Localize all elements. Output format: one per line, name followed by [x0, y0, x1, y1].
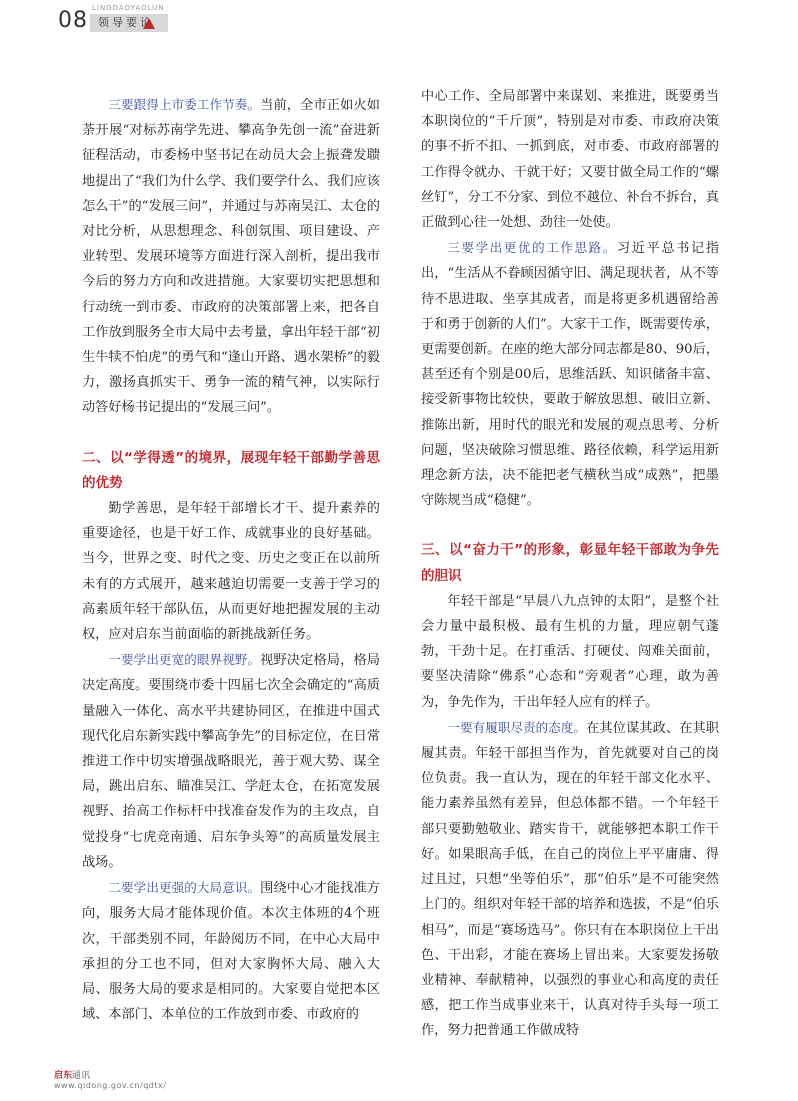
paragraph-text: 在其位谋其政、在其职履其责。年轻干部担当作为，首先就要对自己的岗位负责。我一直认为，现在的年轻干部文化水平、能力素养虽然有差异，但总体都不错。一个年轻干部只要勤勉敬业、踏实肯干，就能够把本职工作干好。如果眼高手低，在自己的岗位上平平庸庸、得过且过，只想“坐等伯乐”，那“伯乐”是不可能突然上门的。组织对年轻干部的培养和选拔，不是“伯乐相马”，而是“赛场选马”。你只有在本职岗位上干出色、干出彩，才能在赛场上冒出来。大家要发扬敬业精神、奉献精神，以强烈的事业心和高度的责任感，把工作当成事业来干，认真对待手头每一项工作，努力把普通工作做成特	[421, 720, 719, 1039]
paragraph	[421, 715, 719, 1044]
page-footer	[54, 1068, 454, 1090]
magazine-name	[54, 1068, 454, 1081]
section-heading: 二、以“学得透”的境界，展现年轻干部勤学善思的优势	[82, 449, 380, 491]
paragraph	[82, 875, 380, 1027]
paragraph	[82, 647, 380, 875]
section-pinyin: LINGDAOYAOLUN	[92, 4, 165, 12]
paragraph-lead: 二要学出更强的大局意识。	[108, 880, 261, 896]
page-header	[0, 0, 798, 60]
paragraph-lead: 三要跟得上市委工作节奏。	[108, 97, 261, 112]
paragraph-text: 当前，全市正如火如荼开展“对标苏南学先进、攀高争先创一流”奋进新征程活动，市委杨中坚书记在动员大会上振聋发聩地提出了“我们为什么学、我们要学什么、我们应该怎么干”的“发展三问”，并通过与苏南吴江、太仓的对比分析，从思想理念、科创氛围、项目建设、产业转型、发展环境等方面进行深入剖析，提出我市今后的努力方向和改进措施。大家要切实把思想和行动统一到市委、市政府的决策部署上来，把各自工作放到服务全市大局中去考量，拿出年轻干部“初生牛犊不怕虎”的勇气和“逢山开路、遇水架桥”的毅力，激扬真抓实干、勇争一流的精气神，以实际行动答好杨书记提出的“发展三问”。	[82, 98, 380, 416]
paragraph-text: 围绕中心才能找准方向，服务大局才能体现价值。本次主体班的4个班次，干部类别不同，年龄阅历不同，在中心大局中承担的分工也不同，但对大家胸怀大局、融入大局、服务大局的要求是相同的。大家要自觉把本区域、本部门、本单位的工作放到市委、市政府的	[82, 881, 380, 1023]
magazine-name-a: 启东	[54, 1071, 73, 1081]
paragraph: 年轻干部是“早晨八九点钟的太阳”，是整个社会力量中最积极、最有生机的力量，理应朝气蓬勃，干劲十足。在打重活、打硬仗、闯难关面前，要坚决清除“佛系”心态和“旁观者”心理，敢为善为，争先作为，干出年轻人应有的样子。	[421, 593, 719, 710]
paragraph: 中心工作、全局部署中来谋划、来推进，既要勇当本职岗位的“千斤顶”，特别是对市委、市政府决策的事不折不扣、一抓到底，对市委、市政府部署的工作得令就办、干就干好；又要甘做全局工作的“螺丝钉”，分工不分家、到位不越位、补台不拆台，真正做到心往一处想、劲往一处使。	[421, 89, 719, 231]
paragraph-lead: 一要有履职尽责的态度。	[447, 719, 587, 735]
magazine-url: www.qidong.gov.cn/qdtx/	[54, 1081, 167, 1090]
paragraph-lead: 一要学出更宽的眼界视野。	[108, 652, 261, 668]
paragraph: 勤学善思，是年轻干部增长才干、提升素养的重要途径，也是干好工作、成就事业的良好基础。当今，世界之变、时代之变、历史之变正在以前所未有的方式展开，越来越迫切需要一支善于学习的高素质年轻干部队伍，从而更好地把握发展的主动权，应对启东当前面临的新挑战新任务。	[82, 501, 380, 643]
left-column	[82, 92, 380, 1027]
section-tag: 领导要论	[90, 14, 168, 32]
paragraph-text: 视野决定格局，格局决定高度。要围绕市委十四届七次全会确定的“高质量融入一体化、高水平共建协同区，在推进中国式现代化启东新实践中攀高争先”的目标定位，在日常推进工作中切实增强战略眼光，善于观大势、谋全局，跳出启东、瞄准吴江、学赶太仓，在拓宽发展视野、抬高工作标杆中找准奋发作为的主攻点，自觉投身“七虎竞南通、启东争头筹”的高质量发展主战场。	[82, 653, 380, 870]
paragraph-text: 习近平总书记指出，“生活从不眷顾因循守旧、满足现状者，从不等待不思进取、坐享其成者，而是将更多机遇留给善于和勇于创新的人们”。大家干工作，既需要传承，更需要创新。在座的绝大部分同志都是80、90后，甚至还有个别是00后，思维活跃、知识储备丰富、接受新事物比较快，要敢于解放思想、破旧立新、推陈出新，用时代的眼光和发展的观点思考、分析问题，坚决破除习惯思维、路径依赖，科学运用新理念新方法，决不能把老气横秋当成“成熟”，把墨守陈规当成“稳健”。	[421, 241, 719, 509]
magazine-name-b: 通讯	[72, 1071, 91, 1081]
page-number: 08	[58, 8, 88, 33]
section-heading: 三、以“奋力干”的形象，彰显年轻干部敢为争先的胆识	[421, 542, 719, 584]
paragraph-lead: 三要学出更优的工作思路。	[447, 240, 617, 256]
paragraph	[421, 235, 719, 513]
right-column	[421, 84, 719, 1044]
triangle-icon	[143, 18, 155, 29]
paragraph	[82, 92, 380, 421]
